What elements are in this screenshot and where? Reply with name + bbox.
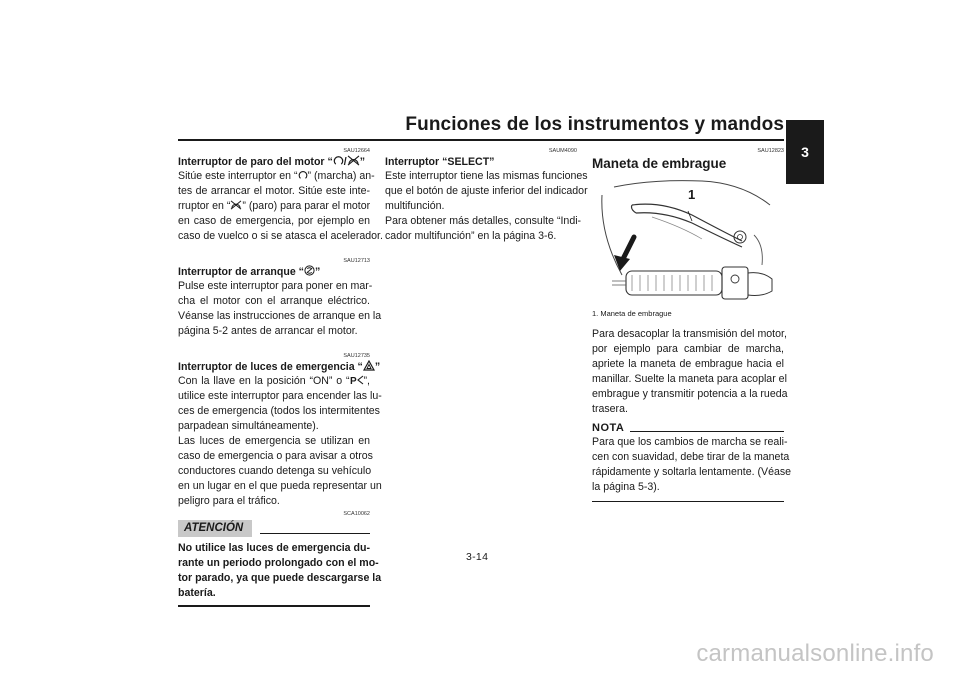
ref-code: SCA10062: [343, 511, 370, 517]
hazard-triangle-icon: [363, 360, 375, 371]
clutch-lever-paragraph: Para desacoplar la transmisión del motor, por ejemplo para cambiar de marcha, apriete la maneta de embrague hacia el manillar. Suelte la maneta para acoplar el embrague y transmitir potencia a la rueda trasera.: [592, 328, 788, 415]
watermark: carmanualsonline.info: [696, 640, 934, 667]
ref-code: SAU12735: [343, 353, 370, 359]
note-header: [592, 421, 784, 435]
caution-header: [178, 520, 370, 537]
ref-code: SAU12713: [343, 258, 370, 264]
note-text: Para que los cambios de marcha se reali- cen con suavidad, debe tirar de la maneta rápidamente y soltarla lentamente. (Véase la página 5-3).: [592, 436, 792, 493]
note-rule: [630, 431, 784, 432]
select-switch-paragraph: Este interruptor tiene las mismas funciones que el botón de ajuste inferior del indicador multifunción. Para obtener más detalles, consulte “Indi- cador multifunción” en la página 3-6.: [385, 170, 588, 242]
select-switch-heading: Interruptor “SELECT”: [385, 156, 495, 168]
caution-bottom-rule: [178, 605, 370, 607]
column-1: [178, 148, 383, 607]
caution-text: No utilice las luces de emergencia du- rante un periodo prolongado con el mo- tor parado, ya que puede descargarse la batería.: [178, 542, 382, 599]
caution-rule: [260, 533, 370, 534]
page-number: 3-14: [466, 551, 489, 563]
clutch-lever-illustration: [592, 175, 784, 305]
parking-key-icon: [350, 375, 364, 385]
engine-stop-switch-heading: Interruptor de paro del motor “ / ”: [178, 156, 366, 168]
engine-run-icon: [298, 170, 308, 180]
hazard-switch-heading: Interruptor de luces de emergencia “ ”: [178, 361, 381, 373]
page-header-title: Funciones de los instrumentos y mandos: [405, 114, 784, 135]
clutch-lever-title: Maneta de embrague: [592, 156, 727, 171]
figure-callout-1: 1: [688, 187, 696, 202]
start-switch-paragraph: Pulse este interruptor para poner en mar- cha el motor con el arranque eléctrico. Véanse las instrucciones de arranque en la página 5-2 antes de arrancar el motor.: [178, 280, 382, 337]
engine-run-icon: [333, 155, 344, 166]
header-rule: [178, 139, 784, 141]
engine-stop-paragraph: Sitúe este interruptor en “ ” (marcha) an- tes de arrancar el motor. Sitúe este inte- rruptor en “ ” (paro) para parar el motor en caso de emergencia, por ejemplo en caso de vuelco o si se atasca el acelerador.: [178, 170, 383, 242]
svg-text:P: P: [349, 376, 357, 385]
figure-caption: 1. Maneta de embrague: [592, 309, 672, 318]
ref-code: SAU12823: [757, 148, 784, 154]
ref-code: SAU12664: [343, 148, 370, 154]
start-switch-heading: Interruptor de arranque “ ”: [178, 266, 321, 278]
note-label: NOTA: [592, 422, 625, 434]
hazard-switch-paragraph: Con la llave en la posición “ON” o “ P ”, utilice este interruptor para encender las lu- ces de emergencia (todos los intermitentes parpadean simultáneamente). Las luces de emergencia se utilizan en caso de emergencia o para avisar a otros conductores cuando detenga su vehículo en un lugar en el que pueda representar un peligro para el tráfico.: [178, 375, 382, 507]
engine-stop-icon: [230, 200, 242, 210]
chapter-number: 3: [801, 144, 809, 160]
caution-label: ATENCIÓN: [178, 520, 252, 537]
chapter-tab: [786, 120, 824, 184]
column-2: [385, 148, 588, 244]
column-3: [592, 148, 792, 502]
engine-stop-icon: [347, 155, 360, 166]
note-bottom-rule: [592, 501, 784, 502]
ref-code: SAUM4090: [548, 148, 577, 154]
engine-start-icon: [304, 265, 315, 276]
